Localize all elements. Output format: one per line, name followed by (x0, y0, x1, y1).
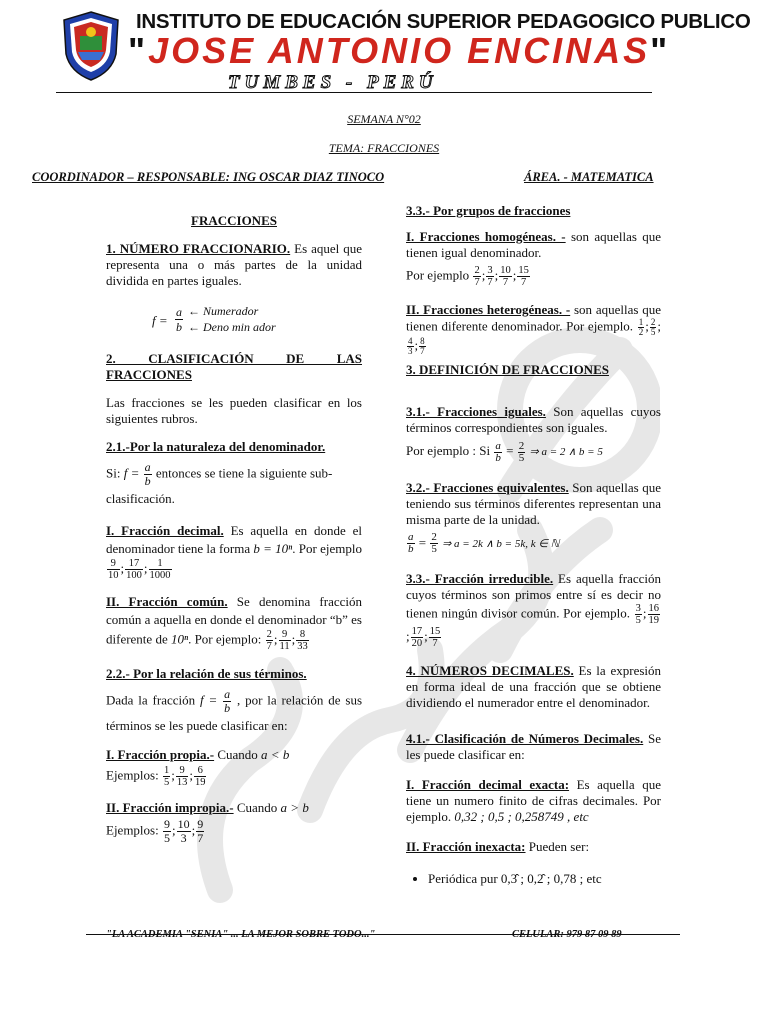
section-2-1-heading: 2.1.-Por la naturaleza del denominador. (106, 439, 326, 454)
list-item: • Periódica pur 0,3̂ ; 0,2̂ ; 0,78 ; etc (428, 871, 661, 887)
right-column: 3.3.- Por grupos de fracciones I. Fracciones homogéneas. - son aquellas que tienen igual denominador. Por ejemplo $\frac{2}{7}$ ; $\frac{3}{7}$ ; $\frac{10}{7}$ ; $\frac{15}{7}$ II. Fracciones heterogéneas. - son aquellas que tienen diferente denominador. Por ejemplo. $\frac{1}{2}$ ; $\frac{2}{5}$ ; $\frac{4}{3}$ ; $\frac{8}{7}$ 3. DEFINICIÓN DE FRACCIONES 3.1.- Fracciones iguales. Son aquellas cuyos términos correspondientes son iguales. Por ejemplo : Si $\frac{a}{b}$ = $\frac{2}{5}$ ⇒ a = 2 ∧ b = 5 3.2.- Fracciones equivalentes. Son aquellas que teniendo sus términos diferentes representan una misma parte de la unidad. $\frac{a}{b}$ = $\frac{2}{5}$ ⇒ a = 2k ∧ b = 5k, k ∈ ℕ 3.3.- Fracción irreducible. Es aquella fracción cuyos términos son primos entre sí es decir no tienen ningún divisor común. Por ejemplo. $\frac{3}{5}$ ; $\frac{16}{19}$ ; $\frac{17}{20}$ ; $\frac{15}{7}$ 4. NÚMEROS DECIMALES. Es la expresión en forma ideal de una fracción que se obtiene dividiendo el numerador entre el denominador. 4.1.- Clasificación de Números Decimales. Se les puede clasificar en: I. Fracción decimal exacta: Es aquella que tiene un numero finito de cifras decimales. Por ejemplo. 0,32 ; 0,5 ; 0,258749 , etc II. Fracción inexacta: Pueden ser: • Periódica pur 0,3̂ ; 0,2̂ ; 0,78 ; etc (406, 203, 661, 887)
equivalent-fractions-heading: 3.2.- Fracciones equivalentes. (406, 479, 569, 495)
section-2-2-heading: 2.2.- Por la relación de sus términos. (106, 666, 307, 681)
section-3-heading: 3. DEFINICIÓN DE FRACCIONES (406, 362, 609, 377)
equivalent-fractions-example: $\frac{a}{b}$ = $\frac{2}{5}$ ⇒ a = 2k ∧ b = 5k, k ∈ ℕ (408, 531, 560, 556)
proper-fraction-heading: I. Fracción propia.- (106, 747, 215, 762)
section-1-heading: 1. NÚMERO FRACCIONARIO. (106, 241, 291, 256)
fracciones-title: FRACCIONES (191, 213, 277, 228)
improper-fraction-heading: II. Fracción impropia.- (106, 800, 234, 815)
homogeneous-heading: I. Fracciones homogéneas. - (406, 229, 566, 244)
section-4-heading: 4. NÚMEROS DECIMALES. (406, 663, 574, 679)
location: TUMBES - PERÚ (228, 72, 438, 93)
section-2-2-text: Dada la fracción f = $\frac{a}{b}$ , por la relación de sus términos se les puede clasificar en: (106, 687, 363, 733)
common-fraction-heading: II. Fracción común. (106, 594, 228, 609)
school-name: "JOSE ANTONIO ENCINAS" (128, 30, 671, 71)
section-2-heading: 2. CLASIFICACIÓN DE LAS FRACCIONES (106, 351, 362, 382)
footer-phone: CELULAR: 979 87 09 89 (512, 929, 622, 940)
left-column: FRACCIONES 1. NÚMERO FRACCIONARIO. Es aquel que representa una o más partes de la unidad dividida en partes iguales. f = $\frac{a}{b}$ ← Numerador ← Deno min ador 2. CLASIFICACIÓN DE LAS FRACCIONES Las fracciones se les pueden clasificar en los siguientes rubros. 2.1.-Por la naturaleza del denominador. Si: f = $\frac{a}{b}$ entonces se tiene la siguiente sub-clasificación. I. Fracción decimal. Es aquella en donde el denominador tiene la forma b = 10ⁿ. Por ejemplo $\frac{9}{10}$ ; $\frac{17}{100}$ ; $\frac{1}{1000}$ II. Fracción común. Se denomina fracción común a aquella en donde el denominador “b” es diferente de 10ⁿ. Por ejemplo: $\frac{2}{7}$ ; $\frac{9}{11}$ ; $\frac{8}{33}$ 2.2.- Por la relación de sus términos. Dada la fracción f = $\frac{a}{b}$ , por la relación de sus términos se les puede clasificar en: I. Fracción propia.- Cuando a < b Ejemplos: $\frac{1}{5}$ ; $\frac{9}{13}$ ; $\frac{6}{19}$ II. Fracción impropia.- Cuando a > b Ejemplos: $\frac{9}{5}$ ; $\frac{10}{3}$ ; $\frac{9}{7}$ (106, 213, 363, 845)
header-rule (56, 92, 652, 93)
section-4-1-heading: 4.1.- Clasificación de Números Decimales. (406, 731, 644, 747)
improper-examples: Ejemplos: $\frac{9}{5}$ ; $\frac{10}{3}$ ; $\frac{9}{7}$ (106, 817, 204, 845)
coordinator: COORDINADOR – RESPONSABLE: ING OSCAR DIAZ TINOCO (32, 170, 385, 184)
section-3-3-heading: 3.3.- Por grupos de fracciones (406, 203, 571, 218)
inexact-list (406, 871, 661, 887)
exact-decimal-heading: I. Fracción decimal exacta: (406, 777, 570, 793)
section-1-text: Es aquel que representa una o más partes de la unidad dividida en partes iguales. (106, 241, 363, 288)
equal-fractions-example: Por ejemplo : Si $\frac{a}{b}$ = $\frac{2}{5}$ ⇒ a = 2 ∧ b = 5 (406, 439, 603, 464)
fraction-definition: f = $\frac{a}{b}$ ← Numerador ← Deno min ador (152, 304, 276, 334)
homogeneous-examples: Por ejemplo $\frac{2}{7}$ ; $\frac{3}{7}$ ; $\frac{10}{7}$ ; $\frac{15}{7}$ (406, 265, 529, 288)
section-2-1-text: Si: f = $\frac{a}{b}$ entonces se tiene la siguiente sub-clasificación. (106, 460, 333, 506)
heterogeneous-heading: II. Fracciones heterogéneas. - (406, 302, 571, 317)
area-label: ÁREA. - MATEMATICA (524, 170, 654, 184)
section-2-text: Las fracciones se les pueden clasificar en los siguientes rubros. (106, 395, 362, 426)
institute-name: INSTITUTO DE EDUCACIÓN SUPERIOR PEDAGOGICO PUBLICO (136, 10, 751, 33)
inexact-heading: II. Fracción inexacta: (406, 839, 526, 855)
irreducible-heading: 3.3.- Fracción irreducible. (406, 571, 554, 587)
proper-examples: Ejemplos: $\frac{1}{5}$ ; $\frac{9}{13}$ ; $\frac{6}{19}$ (106, 765, 206, 788)
decimal-fraction-heading: I. Fracción decimal. (106, 523, 224, 538)
institute-logo (60, 10, 122, 82)
week-label: SEMANA N°02 (347, 112, 421, 126)
footer-slogan: "LA ACADEMIA "SENIA" ... LA MEJOR SOBRE TODO..." (106, 929, 376, 940)
equal-fractions-heading: 3.1.- Fracciones iguales. (406, 404, 546, 419)
topic-label: TEMA: FRACCIONES (328, 141, 440, 155)
